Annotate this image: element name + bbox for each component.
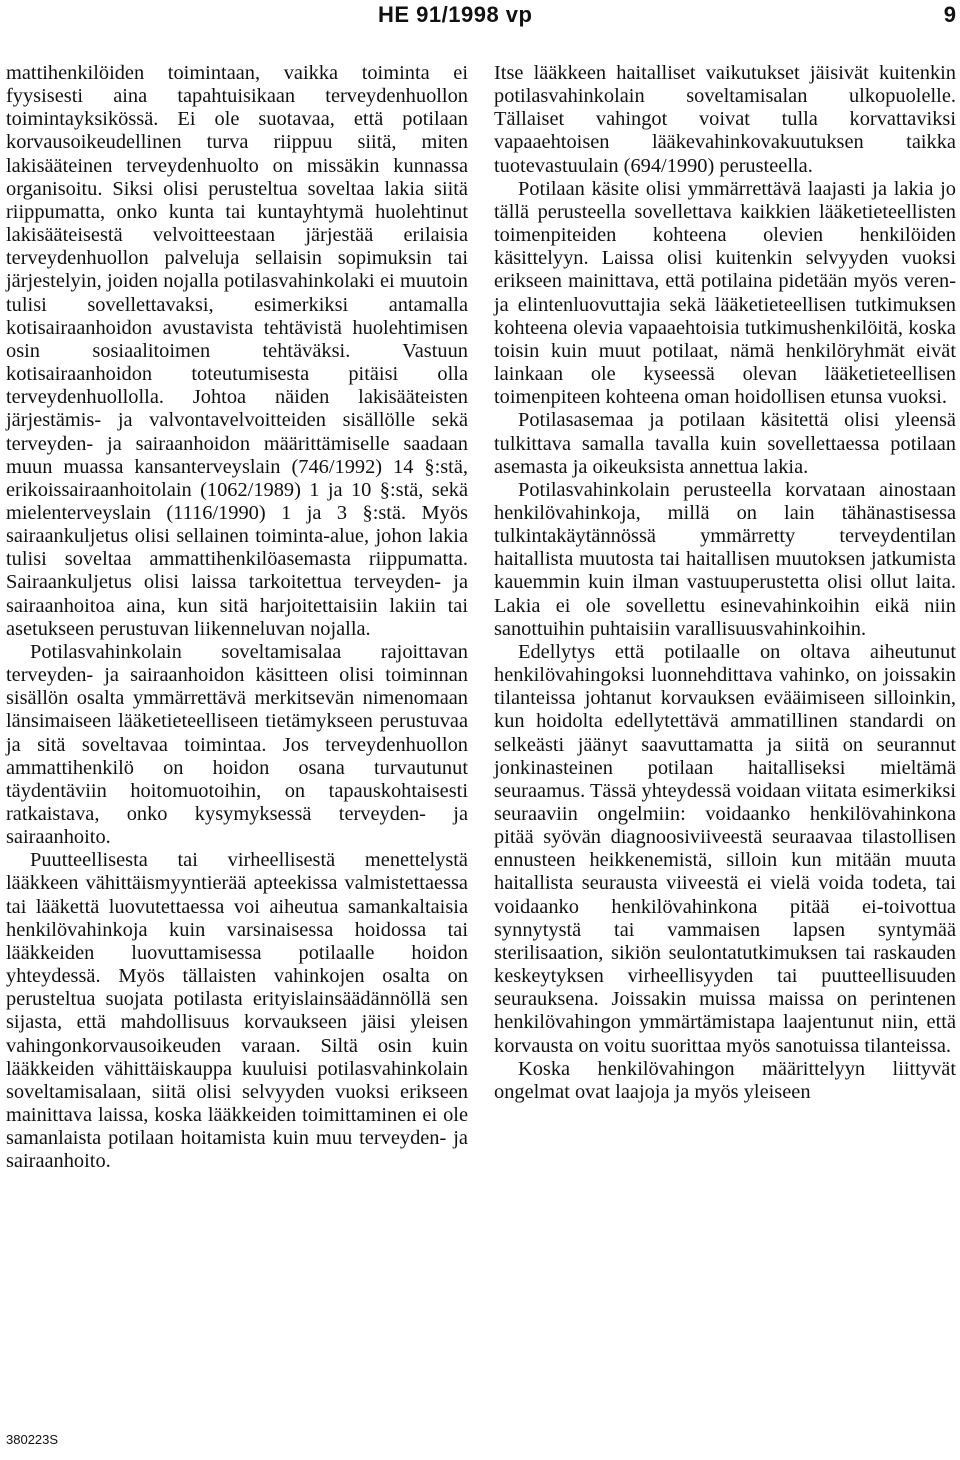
paragraph: Potilaan käsite olisi ymmärrettävä laajasti ja lakia jo tällä perusteella sovellettava kaikkien lääketieteellisten toimenpiteiden kohteena olevien henkilöiden käsittelyyn. Laissa olisi kuitenkin selvyyden vuoksi erikseen mainittava, että potilaina pidetään myös veren- ja elintenluovuttajia sekä lääketieteellisen tutkimuksen kohteena olevia vapaaehtoisia tutkimushenkilöitä, koska toisin kuin muut potilaat, nämä henkilöryhmät eivät lainkaan ole kyseessä olevan lääketieteellisen toimenpiteen kohteena oman hoidollisen etunsa vuoksi. xyxy=(494,177,956,409)
paragraph: mattihenkilöiden toimintaan, vaikka toiminta ei fyysisesti aina tapahtuisikaan terveydenhuollon toimintayksikössä. Ei ole suotavaa, että potilaan korvausoikeudellinen turva riippuu siitä, miten lakisääteinen terveydenhuolto on missäkin kunnassa organisoitu. Siksi olisi perusteltua soveltaa lakia siitä riippumatta, onko kunta tai kuntayhtymä huolehtinut lakisääteisestä velvoitteestaan järjestää erilaisia terveydenhuollon palveluja sellaisin sopimuksin tai järjestelyin, joiden nojalla potilasvahinkolaki ei muutoin tulisi sovellettavaksi, esimerkiksi antamalla kotisairaanhoidon avustavista tehtävistä huolehtimisen osin sosiaalitoimen tehtäväksi. Vastuun kotisairaanhoidon toteutumisesta pitäisi olla terveydenhuollolla. Johtoa näiden lakisääteisten järjestämis- ja valvontavelvoitteiden sisällölle sekä terveyden- ja sairaanhoidon määrittämiselle saadaan muun muassa kansanterveyslain (746/1992) 14 §:stä, erikoissairaanhoitolain (1062/1989) 1 ja 10 §:stä, sekä mielenterveyslain (1116/1990) 1 ja 3 §:stä. Myös sairaankuljetus olisi sellainen toiminta-alue, johon lakia tulisi soveltaa ammattihenkilöasemasta riippumatta. Sairaankuljetus olisi laissa tarkoitettua terveyden- ja sairaanhoitoa aina, kun sitä harjoitettaisiin lakiin tai asetukseen perustuvan liikenneluvan nojalla. xyxy=(6,62,468,640)
paragraph: Puutteellisesta tai virheellisestä menettelystä lääkkeen vähittäismyyntierää apteekissa valmistettaessa tai lääkettä luovutettaessa voi aiheutua samankaltaisia henkilövahinkoja kuin varsinaisessa hoidossa tai lääkkeiden luovuttamisessa potilaalle hoidon yhteydessä. Myös tällaisten vahinkojen osalta on perusteltua suojata potilasta erityislainsäädännöllä sen sijasta, että mahdollisuus korvaukseen jäisi yleisen vahingonkorvausoikeuden varaan. Siltä osin kuin lääkkeiden vähittäiskauppa kuuluisi potilasvahinkolain soveltamisalaan, siitä olisi selvyyden vuoksi erikseen mainittava laissa, koska lääkkeiden toimittaminen ei ole samanlaista potilaan hoitamista kuin muu terveyden- ja sairaanhoito. xyxy=(6,849,468,1173)
page-number: 9 xyxy=(943,2,956,27)
document-id: HE 91/1998 vp xyxy=(378,2,533,27)
paragraph: Itse lääkkeen haitalliset vaikutukset jäisivät kuitenkin potilasvahinkolain soveltamisalan ulkopuolelle. Tällaiset vahingot voivat tulla korvattaviksi vapaaehtoisen lääkevahinkovakuutuksen taikka tuotevastuulain (694/1990) perusteella. xyxy=(494,62,956,177)
paragraph: Potilasasemaa ja potilaan käsitettä olisi yleensä tulkittava samalla tavalla kuin sovellettaessa potilaan asemasta ja oikeuksista annettua lakia. xyxy=(494,409,956,478)
right-text-column xyxy=(494,62,956,1104)
paragraph: Koska henkilövahingon määrittelyyn liittyvät ongelmat ovat laajoja ja myös yleiseen xyxy=(494,1057,956,1103)
paragraph: Potilasvahinkolain soveltamisalaa rajoittavan terveyden- ja sairaanhoidon käsitteen olisi toiminnan sisällön osalta ymmärrettävä merkitsevän nimenomaan länsimaiseen lääketieteelliseen tietämykseen perustuvaa ja sitä soveltavaa toimintaa. Jos terveydenhuollon ammattihenkilö on hoidon osana turvautunut täydentäviin hoitomuotoihin, on tapauskohtaisesti ratkaistava, onko kysymyksessä terveyden- ja sairaanhoito. xyxy=(6,640,468,849)
left-text-column xyxy=(6,62,468,1174)
paragraph: Edellytys että potilaalle on oltava aiheutunut henkilövahingoksi luonnehdittava vahinko, on joissakin tilanteissa johtanut korvauksen evääimiseen silloinkin, kun hoidolta edellytettävä ammatillinen standardi on selkeästi jäänyt saavuttamatta ja siitä on seurannut jonkinasteinen potilaan haitalliseksi mieltämä seuraamus. Tässä yhteydessä voidaan viitata esimerkiksi seuraaviin ongelmiin: voidaanko henkilövahinkona pitää syövän diagnoosiviiveestä seuraavaa tilastollisen ennusteen heikkenemistä, silloin kun mitään muuta haitallista seurausta viiveestä ei vielä voida todeta, tai voidaanko henkilövahinkona pitää ei-toivottua synnytystä tai vammaisen lapsen syntymää sterilisaation, sikiön seulontatutkimuksen tai raskauden keskeytyksen virheellisyyden tai puutteellisuuden seurauksena. Joissakin muissa maissa on perintenen henkilövahingon ymmärtämistapa laajentunut niin, että korvausta on voitu suorittaa myös sanotuissa tilanteissa. xyxy=(494,640,956,1057)
paragraph: Potilasvahinkolain perusteella korvataan ainostaan henkilövahinkoja, millä on lain tähänastisessa tulkintakäytännössä ymmärretty terveydentilan haitallista muutosta tai haitallisen muutoksen jatkumista kauemmin kuin ilman vastuuperustetta olisi ollut laita. Lakia ei ole sovellettu esinevahinkoihin eikä niin sanottuihin puhtaisiin varallisuusvahinkoihin. xyxy=(494,478,956,640)
page-header xyxy=(0,0,960,40)
print-code: 380223S xyxy=(6,1432,59,1447)
